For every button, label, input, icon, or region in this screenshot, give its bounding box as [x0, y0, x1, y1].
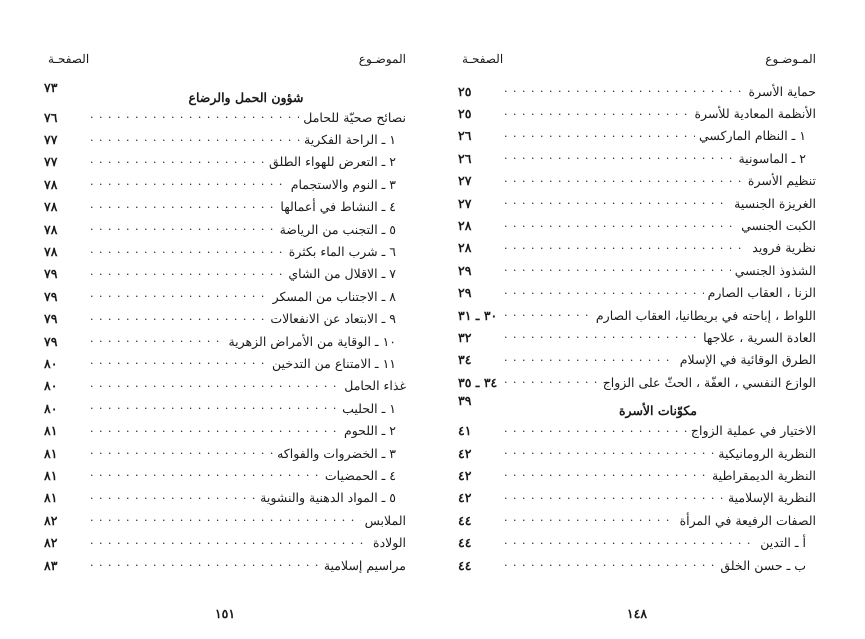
entry-page-number: ٨٢	[44, 512, 58, 528]
entry-title: الطرق الوقائية في الإسلام	[679, 352, 816, 368]
toc-list	[44, 80, 406, 576]
toc-entry	[458, 326, 816, 348]
entry-title: اللواط ، إباحته في بريطانيا، العقاب الصارم	[595, 307, 816, 323]
toc-entry	[44, 375, 406, 397]
toc-entry	[458, 487, 816, 509]
entry-title: غذاء الحامل	[344, 378, 406, 394]
entry-page-number: ٣٢	[458, 329, 472, 345]
entry-title: مراسيم إسلامية	[323, 557, 406, 573]
entry-title: نظرية فرويد	[752, 240, 816, 256]
entry-page-number: ٢٩	[458, 285, 472, 301]
toc-entry	[44, 487, 406, 509]
entry-title: نصائح صحيّة للحامل	[303, 109, 406, 125]
entry-page-number: ٧٧	[44, 132, 58, 148]
dot-leader	[90, 401, 338, 415]
entry-page-number: ٧٧	[44, 154, 58, 170]
toc-entry	[44, 397, 406, 419]
entry-page-number: ٧٩	[44, 266, 58, 282]
entry-page-number: ٧٨	[44, 221, 58, 237]
toc-entry	[44, 196, 406, 218]
entry-page-number: ٣٤ ـ ٣٥	[458, 374, 498, 390]
toc-entry	[44, 240, 406, 262]
dot-leader	[90, 267, 284, 281]
toc-entry	[458, 371, 816, 393]
entry-title: ٣ ـ الخضروات والفواكه	[277, 445, 396, 461]
dot-leader	[504, 446, 714, 460]
entry-page-number: ٢٧	[458, 195, 472, 211]
toc-entry	[458, 304, 816, 326]
column-headers	[44, 52, 406, 72]
entry-title: ٨ ـ الاجتناب من المسكر	[272, 288, 396, 304]
dot-leader	[504, 375, 599, 389]
toc-entry	[44, 442, 406, 464]
entry-page-number: ٢٩	[458, 262, 472, 278]
entry-page-number: ٢٨	[458, 218, 472, 234]
dot-leader	[504, 84, 745, 98]
toc-list	[458, 80, 816, 576]
entry-title: ٢ ـ الماسونية	[738, 150, 806, 166]
entry-page-number: ٨٠	[44, 378, 58, 394]
toc-entry	[44, 285, 406, 307]
toc-entry	[458, 554, 816, 576]
dot-leader	[90, 155, 265, 169]
entry-title: الشذوذ الجنسي	[734, 262, 816, 278]
toc-entry	[458, 259, 816, 281]
entry-page-number: ٢٦	[458, 150, 472, 166]
toc-entry	[44, 263, 406, 285]
entry-page-number: ٧٩	[44, 311, 58, 327]
toc-entry	[44, 106, 406, 128]
entry-title: ٢ ـ اللحوم	[343, 423, 396, 439]
entry-page-number: ٧٣	[44, 80, 58, 95]
entry-page-number: ٨١	[44, 490, 58, 506]
toc-entry	[458, 214, 816, 236]
entry-title: ٩ ـ الابتعاد عن الانفعالات	[270, 311, 396, 327]
dot-leader	[90, 245, 285, 259]
right-page	[458, 0, 816, 639]
dot-leader	[504, 107, 691, 121]
dot-leader	[90, 177, 287, 191]
toc-entry	[44, 151, 406, 173]
toc-entry	[458, 282, 816, 304]
entry-title: ٣ ـ النوم والاستجمام	[290, 176, 396, 192]
dot-leader	[90, 133, 300, 147]
entry-page-number: ٧٦	[44, 109, 58, 125]
entry-page-number: ٨٢	[44, 535, 58, 551]
dot-leader	[504, 286, 704, 300]
entry-page-number: ٧٨	[44, 176, 58, 192]
entry-page-number: ٤٢	[458, 467, 472, 483]
entry-page-number: ٨١	[44, 445, 58, 461]
toc-entry	[44, 531, 406, 553]
entry-title: ٢ ـ التعرض للهواء الطلق	[269, 154, 396, 170]
dot-leader	[504, 219, 737, 233]
entry-page-number: ٢٦	[458, 128, 472, 144]
dot-leader	[504, 353, 676, 367]
entry-title: ١ ـ الحليب	[342, 400, 396, 416]
dot-leader	[90, 379, 340, 393]
dot-leader	[504, 151, 734, 165]
entry-title: النظرية الرومانيكية	[718, 445, 816, 461]
dot-leader	[90, 110, 299, 124]
entry-page-number: ٨٠	[44, 400, 58, 416]
dot-leader	[504, 308, 592, 322]
entry-page-number: ٤١	[458, 423, 472, 439]
toc-entry	[458, 419, 816, 441]
entry-page-number: ٢٨	[458, 240, 472, 256]
entry-page-number: ٣٠ ـ ٣١	[458, 307, 498, 323]
dot-leader	[504, 241, 748, 255]
toc-entry	[44, 173, 406, 195]
entry-title: ب ـ حسن الخلق	[720, 557, 806, 573]
entry-title: الكبت الجنسي	[741, 218, 816, 234]
entry-page-number: ٨٣	[44, 557, 58, 573]
toc-entry	[44, 554, 406, 576]
dot-leader	[504, 491, 724, 505]
entry-title: الوازع النفسي ، العفّة ، الحثّ على الزواج	[602, 374, 816, 390]
dot-leader	[90, 200, 276, 214]
entry-page-number: ٤٢	[458, 490, 472, 506]
column-headers	[458, 52, 816, 72]
dot-leader	[504, 536, 756, 550]
entry-page-number: ٧٩	[44, 333, 58, 349]
toc-entry	[458, 125, 816, 147]
entry-page-number: ٤٤	[458, 557, 472, 573]
dot-leader	[504, 263, 731, 277]
entry-page-number: ٢٥	[458, 106, 472, 122]
entry-title: شؤون الحمل والرضاع	[188, 89, 304, 105]
toc-entry	[458, 349, 816, 371]
toc-entry	[458, 442, 816, 464]
entry-title: الأنظمة المعادية للأسرة	[694, 106, 816, 122]
entry-title: ٤ ـ النشاط في أعمالها	[280, 199, 396, 215]
dot-leader	[504, 558, 716, 572]
entry-page-number: ٢٧	[458, 173, 472, 189]
dot-leader	[504, 468, 708, 482]
entry-page-number: ٨١	[44, 423, 58, 439]
entry-page-number: ٧٨	[44, 244, 58, 260]
toc-entry	[458, 192, 816, 214]
entry-title: مكوّنات الأسرة	[619, 402, 697, 418]
dot-leader	[90, 334, 224, 348]
dot-leader	[90, 222, 276, 236]
toc-entry	[458, 147, 816, 169]
dot-leader	[504, 196, 730, 210]
entry-title: ١ ـ الراحة الفكرية	[304, 132, 396, 148]
dot-leader	[90, 536, 369, 550]
dot-leader	[90, 468, 321, 482]
dot-leader	[90, 312, 266, 326]
topic-column-header: الموضـوع	[358, 52, 406, 66]
entry-page-number: ٤٤	[458, 512, 472, 528]
entry-title: ١٠ ـ الوقاية من الأمراض الزهرية	[228, 333, 396, 349]
entry-page-number: ٣٤	[458, 352, 472, 368]
entry-title: الاختيار في عملية الزواج	[690, 423, 816, 439]
toc-entry	[458, 102, 816, 124]
dot-leader	[90, 513, 361, 527]
dot-leader	[504, 129, 695, 143]
entry-page-number: ٨٠	[44, 355, 58, 371]
entry-title: العادة السرية ، علاجها	[703, 329, 816, 345]
toc-entry	[458, 170, 816, 192]
entry-page-number: ٨١	[44, 467, 58, 483]
toc-entry	[44, 308, 406, 330]
dot-leader	[90, 446, 273, 460]
entry-title: الصفات الرفيعة في المرأة	[679, 512, 816, 528]
dot-leader	[90, 491, 256, 505]
entry-title: الملابس	[364, 512, 406, 528]
toc-entry	[458, 531, 816, 553]
dot-leader	[90, 289, 269, 303]
entry-title: ٥ ـ التجنب من الرياضة	[279, 221, 396, 237]
entry-page-number: ٣٩	[458, 393, 472, 409]
entry-page-number: ٧٨	[44, 199, 58, 215]
page-column-header: الصفحـة	[48, 52, 90, 66]
entry-title: النظرية الديمقراطية	[711, 467, 816, 483]
toc-entry	[44, 419, 406, 441]
dot-leader	[504, 174, 744, 188]
dot-leader	[504, 513, 676, 527]
entry-title: ١١ ـ الامتناع من التدخين	[272, 355, 396, 371]
toc-entry	[44, 464, 406, 486]
entry-title: الولادة	[373, 535, 406, 551]
dot-leader	[90, 558, 320, 572]
toc-section-heading	[44, 80, 406, 106]
entry-title: تنظيم الأسرة	[747, 173, 816, 189]
entry-page-number: ٤٤	[458, 535, 472, 551]
toc-entry	[44, 218, 406, 240]
page-number: ١٥١	[214, 606, 236, 621]
entry-page-number: ٢٥	[458, 83, 472, 99]
dot-leader	[90, 424, 340, 438]
entry-title: الزنا ، العقاب الصارم	[707, 285, 816, 301]
toc-entry	[458, 464, 816, 486]
dot-leader	[504, 330, 699, 344]
entry-title: الغريزة الجنسية	[734, 195, 816, 211]
entry-title: ٧ ـ الاقلال من الشاي	[288, 266, 396, 282]
entry-title: أ ـ التدين	[760, 535, 806, 551]
toc-entry	[44, 128, 406, 150]
toc-entry	[44, 330, 406, 352]
toc-entry	[458, 80, 816, 102]
dot-leader	[90, 356, 268, 370]
topic-column-header: المـوضـوع	[765, 52, 816, 66]
page-number: ١٤٨	[626, 606, 648, 621]
entry-title: ٦ ـ شرب الماء بكثرة	[288, 244, 396, 260]
toc-entry	[458, 237, 816, 259]
entry-title: النظرية الإسلامية	[727, 490, 816, 506]
entry-title: ١ ـ النظام الماركسي	[698, 128, 806, 144]
entry-title: حماية الأسرة	[748, 83, 816, 99]
page-column-header: الصفحـة	[462, 52, 504, 66]
toc-entry	[44, 352, 406, 374]
entry-title: ٤ ـ الحمضيات	[324, 467, 396, 483]
entry-title: ٥ ـ المواد الدهنية والنشوية	[260, 490, 396, 506]
left-page	[44, 0, 406, 639]
toc-entry	[44, 509, 406, 531]
toc-section-heading	[458, 393, 816, 419]
toc-entry	[458, 509, 816, 531]
entry-page-number: ٤٢	[458, 445, 472, 461]
entry-page-number: ٧٩	[44, 288, 58, 304]
dot-leader	[504, 424, 687, 438]
